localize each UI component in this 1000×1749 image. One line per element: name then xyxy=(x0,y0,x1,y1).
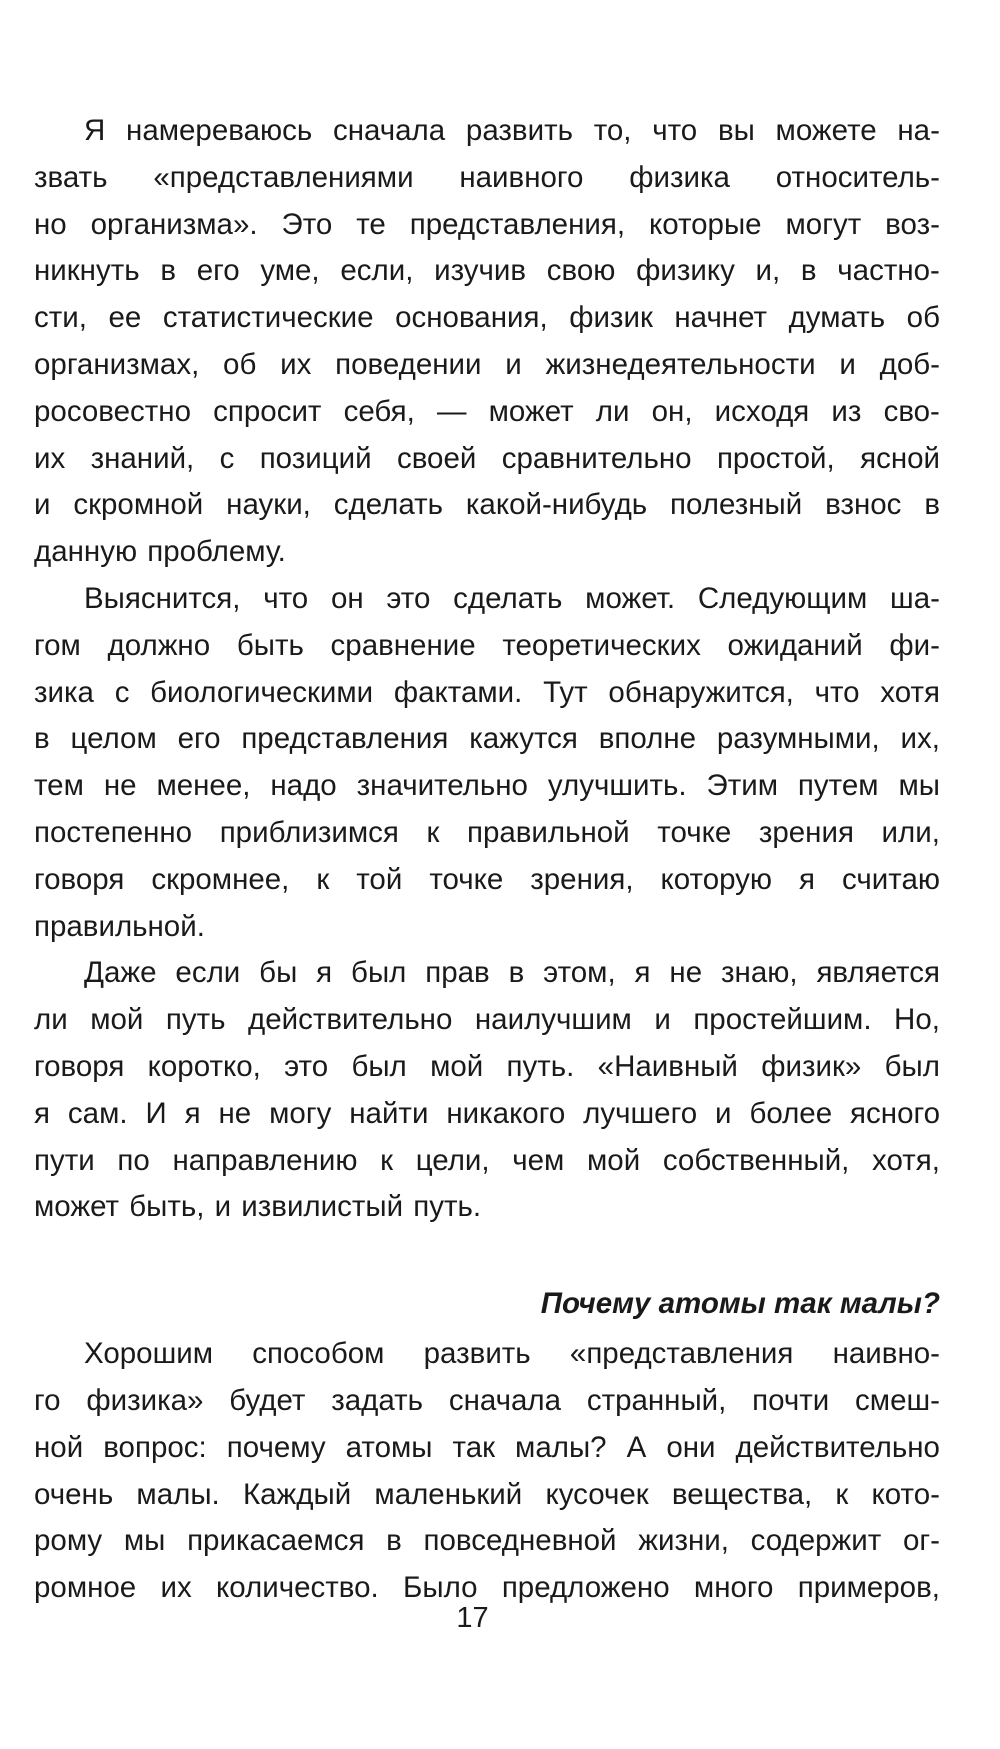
page-body xyxy=(34,108,940,1612)
text-line: Даже если бы я был прав в этом, я не знаю, является xyxy=(84,956,940,990)
text-line: тем не менее, надо значительно улучшить. Этим путем мы xyxy=(34,769,940,803)
text-line: Я намереваюсь сначала развить то, что вы можете на- xyxy=(84,114,940,147)
text-line: организмах, об их поведении и жизнедеятельности и доб- xyxy=(34,347,940,381)
text-line: данную проблему. xyxy=(34,535,286,569)
text-line: может быть, и извилистый путь. xyxy=(34,1190,482,1224)
section-heading: Почему атомы так малы? xyxy=(540,1287,940,1321)
text-line: постепенно приблизимся к правильной точке зрения или, xyxy=(34,815,940,849)
text-line: гом должно быть сравнение теоретических ожиданий фи- xyxy=(34,628,940,662)
section-gap xyxy=(34,1231,940,1279)
text-line: пути по направлению к цели, чем мой собственный, хотя, xyxy=(34,1143,940,1177)
paragraph xyxy=(34,108,940,576)
text-line: зика с биологическими фактами. Тут обнаружится, что хотя xyxy=(34,675,940,709)
text-line: я сам. И я не могу найти никакого лучшего и более ясного xyxy=(34,1096,940,1130)
text-line: сти, ее статистические основания, физик начнет думать об xyxy=(34,301,940,335)
text-line: и скромной науки, сделать какой-нибудь полезный взнос в xyxy=(34,488,940,522)
text-line: Хорошим способом развить «представления наивно- xyxy=(84,1337,940,1371)
text-line: говоря коротко, это был мой путь. «Наивный физик» был xyxy=(34,1049,940,1083)
text-line: говоря скромнее, к той точке зрения, которую я считаю xyxy=(34,862,940,896)
text-line: но организма». Это те представления, которые могут воз- xyxy=(34,207,940,241)
text-line: очень малы. Каждый маленький кусочек вещества, к кото- xyxy=(34,1477,940,1511)
text-line: рому мы прикасаемся в повседневной жизни, содержит ог- xyxy=(34,1524,940,1558)
text-line: в целом его представления кажутся вполне разумными, их, xyxy=(34,722,940,756)
text-line: ли мой путь действительно наилучшим и простейшим. Но, xyxy=(34,1003,940,1037)
text-line: звать «представлениями наивного физика относитель- xyxy=(34,160,940,194)
text-line: росовестно спросит себя, — может ли он, исходя из сво- xyxy=(34,394,940,428)
section-paragraph xyxy=(34,1331,940,1612)
text-block xyxy=(34,108,940,1231)
text-line: правильной. xyxy=(34,909,205,943)
text-line: их знаний, с позиций своей сравнительно простой, ясной xyxy=(34,441,940,475)
text-line: го физика» будет задать сначала странный, почти смеш- xyxy=(34,1383,940,1417)
text-line: никнуть в его уме, если, изучив свою физику и, в частно- xyxy=(34,254,940,288)
page-number: 17 xyxy=(456,1602,489,1634)
text-line: Выяснится, что он это сделать может. Следующим ша- xyxy=(84,581,940,615)
paragraph xyxy=(34,576,940,950)
paragraph xyxy=(34,950,940,1231)
text-line: ной вопрос: почему атомы так малы? А они действительно xyxy=(34,1430,940,1464)
text-line: ромное их количество. Было предложено много примеров, xyxy=(34,1571,940,1605)
